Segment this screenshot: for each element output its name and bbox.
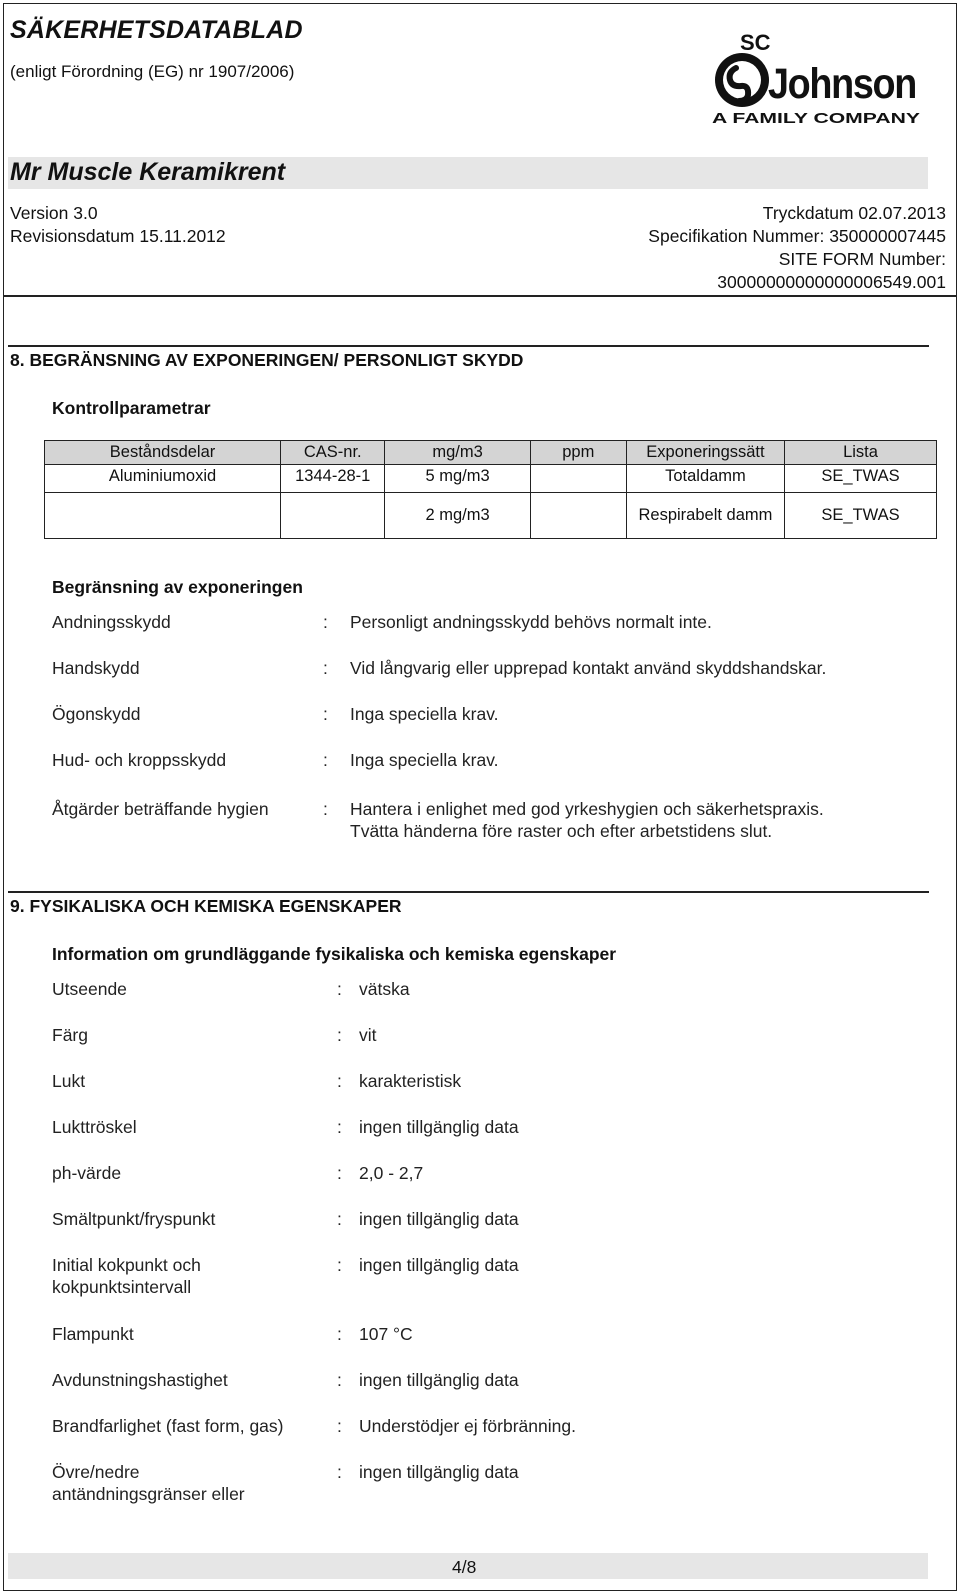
page-number: 4/8 — [452, 1557, 477, 1577]
property-value: Hantera i enlighet med god yrkeshygien och säkerhetspraxis. Tvätta händerna före raster och efter arbetstidens slut. — [350, 799, 824, 841]
exposure-limitation-title: Begränsning av exponeringen — [52, 577, 303, 597]
table-header-cell: CAS-nr. — [281, 441, 385, 465]
property-label: Avdunstningshastighet — [52, 1370, 228, 1390]
property-label: Utseende — [52, 979, 127, 999]
table-cell: 1344-28-1 — [281, 465, 385, 493]
property-label: Initial kokpunkt och kokpunktsintervall — [52, 1255, 201, 1297]
table-cell: Totaldamm — [626, 465, 784, 493]
table-cell: 5 mg/m3 — [385, 465, 530, 493]
property-value: ingen tillgänglig data — [359, 1370, 519, 1390]
property-label: Flampunkt — [52, 1324, 134, 1344]
property-label: ph-värde — [52, 1163, 122, 1183]
property-label: Hud- och kroppsskydd — [52, 750, 227, 770]
table-cell: SE_TWAS — [785, 465, 937, 493]
property-label: Handskydd — [52, 658, 140, 678]
property-value: ingen tillgänglig data — [359, 1255, 519, 1275]
property-label: Lukttröskel — [52, 1117, 137, 1137]
property-value: 2,0 - 2,7 — [359, 1163, 424, 1183]
property-value: ingen tillgänglig data — [359, 1117, 519, 1137]
property-value: ingen tillgänglig data — [359, 1209, 519, 1229]
table-cell — [45, 493, 281, 539]
table-header-cell: Beståndsdelar — [45, 441, 281, 465]
table-row — [45, 493, 937, 539]
property-colon: : — [323, 704, 328, 724]
table-cell: Respirabelt damm — [626, 493, 784, 539]
logo-emblem — [715, 53, 769, 107]
control-params-title: Kontrollparametrar — [52, 398, 211, 418]
print-date: Tryckdatum 02.07.2013 — [762, 203, 946, 223]
property-colon: : — [337, 1462, 342, 1482]
property-colon: : — [337, 1071, 342, 1091]
sc-johnson-logo — [712, 28, 932, 126]
property-value: Inga speciella krav. — [350, 704, 499, 724]
section9-rule — [8, 891, 929, 893]
table-header-cell: ppm — [530, 441, 626, 465]
property-label: Andningsskydd — [52, 612, 171, 632]
property-value: Understödjer ej förbränning. — [359, 1416, 576, 1436]
property-value: karakteristisk — [359, 1071, 462, 1091]
table-cell — [530, 465, 626, 493]
property-label: Övre/nedre antändningsgränser eller — [52, 1462, 245, 1504]
property-label: Åtgärder beträffande hygien — [52, 799, 269, 819]
product-name: Mr Muscle Keramikrent — [10, 158, 286, 186]
table-cell: 2 mg/m3 — [385, 493, 530, 539]
property-colon: : — [337, 1416, 342, 1436]
property-colon: : — [337, 1025, 342, 1045]
logo-tagline: A FAMILY COMPANY — [712, 110, 920, 126]
property-label: Ögonskydd — [52, 704, 141, 724]
version: Version 3.0 — [10, 203, 98, 223]
site-form-number: 30000000000000006549.001 — [717, 272, 946, 292]
site-form-label: SITE FORM Number: — [778, 249, 946, 269]
property-colon: : — [337, 1163, 342, 1183]
spec-number: Specifikation Nummer: 350000007445 — [648, 226, 946, 246]
table-header-cell: mg/m3 — [385, 441, 530, 465]
table-cell: Aluminiumoxid — [45, 465, 281, 493]
table-cell: SE_TWAS — [785, 493, 937, 539]
property-value: ingen tillgänglig data — [359, 1462, 519, 1482]
property-colon: : — [337, 1324, 342, 1344]
property-colon: : — [323, 750, 328, 770]
table-cell — [281, 493, 385, 539]
property-colon: : — [323, 612, 328, 632]
property-colon: : — [323, 799, 328, 819]
logo-brand-top: SC — [740, 30, 771, 55]
property-value: Personligt andningsskydd behövs normalt inte. — [350, 612, 712, 632]
table-header-cell: Exponeringssätt — [626, 441, 784, 465]
property-colon: : — [337, 1209, 342, 1229]
property-label: Färg — [52, 1025, 88, 1045]
property-label: Brandfarlighet (fast form, gas) — [52, 1416, 284, 1436]
physical-info-title: Information om grundläggande fysikaliska och kemiska egenskaper — [52, 944, 617, 964]
property-value: Inga speciella krav. — [350, 750, 499, 770]
table-header-row — [45, 441, 937, 465]
header-divider — [3, 295, 957, 297]
property-value: vätska — [359, 979, 410, 999]
property-value: vit — [359, 1025, 377, 1045]
property-value: 107 °C — [359, 1324, 413, 1344]
logo-brand-main: Johnson — [768, 60, 916, 108]
exposure-limits-table — [44, 440, 937, 539]
revision-date: Revisionsdatum 15.11.2012 — [10, 226, 226, 246]
table-header-cell: Lista — [785, 441, 937, 465]
section9-title: 9. FYSIKALISKA OCH KEMISKA EGENSKAPER — [10, 896, 402, 916]
section8-rule — [8, 345, 929, 347]
property-colon: : — [337, 1255, 342, 1275]
logo-graphic — [712, 28, 932, 126]
property-label: Smältpunkt/fryspunkt — [52, 1209, 216, 1229]
document-title: SÄKERHETSDATABLAD — [10, 16, 303, 44]
table-row — [45, 465, 937, 493]
table-cell — [530, 493, 626, 539]
document-subtitle: (enligt Förordning (EG) nr 1907/2006) — [10, 62, 295, 81]
property-colon: : — [337, 1117, 342, 1137]
section8-title: 8. BEGRÄNSNING AV EXPONERINGEN/ PERSONLIGT SKYDD — [10, 350, 524, 370]
property-colon: : — [337, 979, 342, 999]
property-value: Vid långvarig eller upprepad kontakt använd skyddshandskar. — [350, 658, 827, 678]
property-label: Lukt — [52, 1071, 86, 1091]
property-colon: : — [323, 658, 328, 678]
property-colon: : — [337, 1370, 342, 1390]
